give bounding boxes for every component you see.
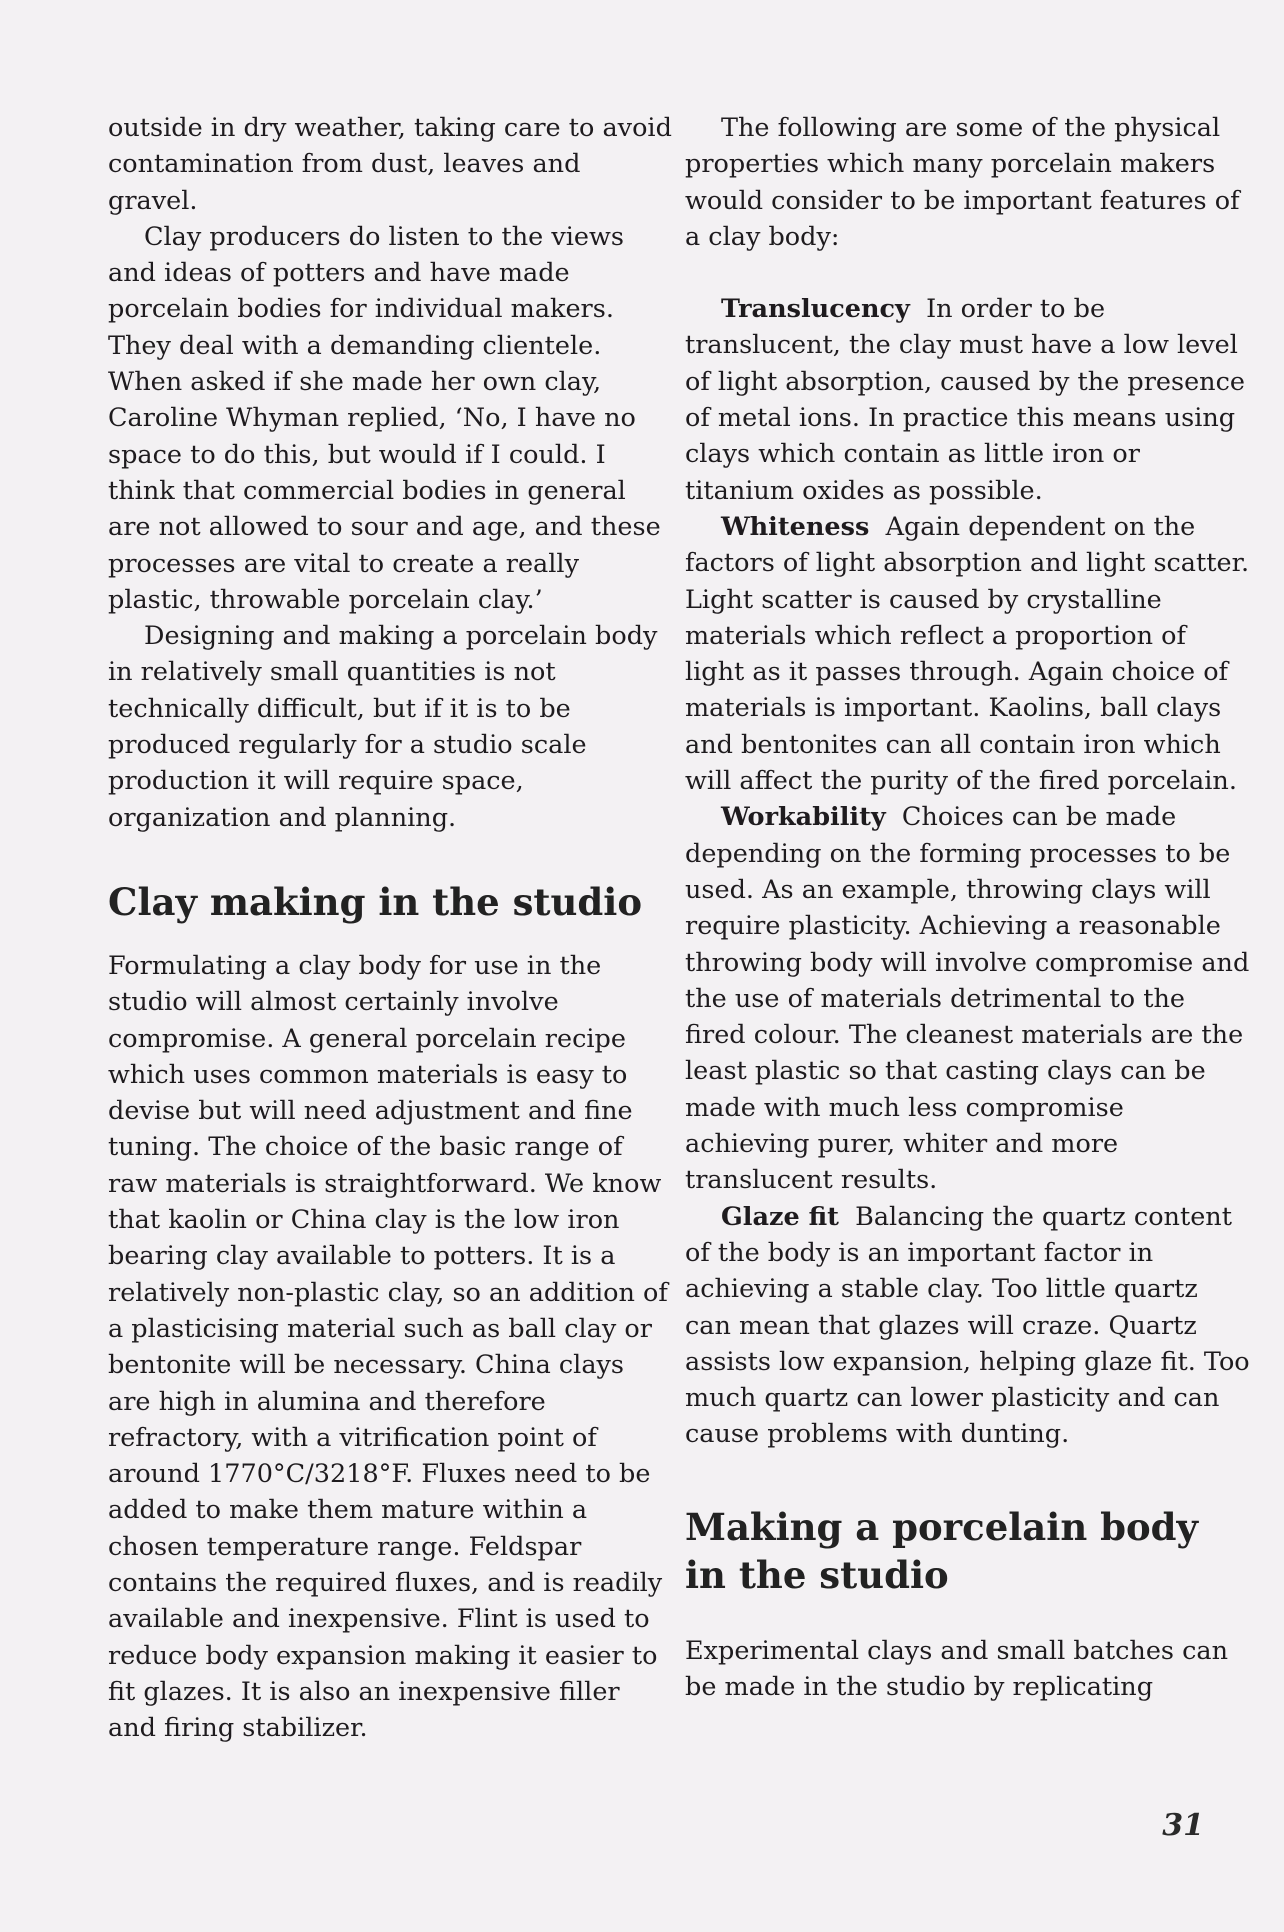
property-term: Workability	[721, 802, 886, 833]
section-heading-porcelain-body: Making a porcelain body in the studio	[685, 1504, 1199, 1597]
property-workability	[685, 799, 1250, 1198]
property-term: Glaze fit	[721, 1201, 839, 1232]
page-number: 31	[1162, 1808, 1204, 1843]
property-term: Translucency	[721, 294, 910, 325]
property-text: Choices can be made depending on the forming processes to be used. As an example, throwing clays will require plasticity. Achieving a reasonable throwing body will involve compromise and the use of materials detrimental to the fired colour. The cleanest materials are the least plastic so that casting clays can be made with much less compromise achieving purer, whiter and more translucent results.	[685, 802, 1250, 1196]
paragraph-formulating: Formulating a clay body for use in the studio will almost certainly involve compromise. A general porcelain recipe which uses common materials is easy to devise but will need adjustment and fine tuning. The choice of the basic range of raw materials is straightforward. We know that kaolin or China clay is the low iron bearing clay available to potters. It is a relatively non-plastic clay, so an addition of a plasticising material such as ball clay or bentonite will be necessary. China clays are high in alumina and therefore refractory, with a vitrification point of around 1770°C/3218°F. Fluxes need to be added to make them mature within a chosen temperature range. Feldspar contains the required fluxes, and is readily available and inexpensive. Flint is used to reduce body expansion making it easier to fit glazes. It is also an inexpensive filler and firing stabilizer.	[108, 950, 668, 1744]
paragraph-experimental: Experimental clays and small batches can be made in the studio by replicating	[685, 1635, 1229, 1702]
left-column	[108, 110, 673, 1746]
spacer	[685, 255, 1250, 291]
paragraph-intro: The following are some of the physical properties which many porcelain makers would consider to be important features of a clay body:	[685, 113, 1240, 252]
paragraph-clay-producers: Clay producers do listen to the views and ideas of potters and have made porcelain bodies for individual makers. They deal with a demanding clientele. When asked if she made her own clay, Caroline Whyman replied, ‘No, I have no space to do this, but would if I could. I think that commercial bodies in general are not allowed to sour and age, and these processes are vital to create a really plastic, throwable porcelain clay.’	[108, 221, 661, 615]
paragraph-designing: Designing and making a porcelain body in relatively small quantities is not technically difficult, but if it is to be produced regularly for a studio scale production it will require space, organization and planning.	[108, 621, 658, 833]
property-glaze-fit	[685, 1199, 1250, 1453]
property-text: In order to be translucent, the clay must have a low level of light absorption, caused by the presence of metal ions. In practice this means using clays which contain as little iron or titanium oxides as possible.	[685, 294, 1245, 506]
property-translucency	[685, 291, 1250, 509]
property-text: Balancing the quartz content of the body is an important factor in achieving a stable clay. Too little quartz can mean that glazes will craze. Quartz assists low expansion, helping glaze fit. Too much quartz can lower plasticity and can cause problems with dunting.	[685, 1201, 1250, 1450]
property-text: Again dependent on the factors of light absorption and light scatter. Light scatter is caused by crystalline materials which reflect a proportion of light as it passes through. Again choice of materials is important. Kaolins, ball clays and bentonites can all contain iron which will affect the purity of the fired porcelain.	[685, 511, 1250, 797]
property-whiteness	[685, 509, 1250, 799]
right-column	[685, 110, 1250, 1705]
property-term: Whiteness	[721, 511, 870, 542]
paragraph-continuation: outside in dry weather, taking care to avoid contamination from dust, leaves and gravel.	[108, 113, 672, 216]
section-heading-clay-making: Clay making in the studio	[108, 879, 643, 924]
